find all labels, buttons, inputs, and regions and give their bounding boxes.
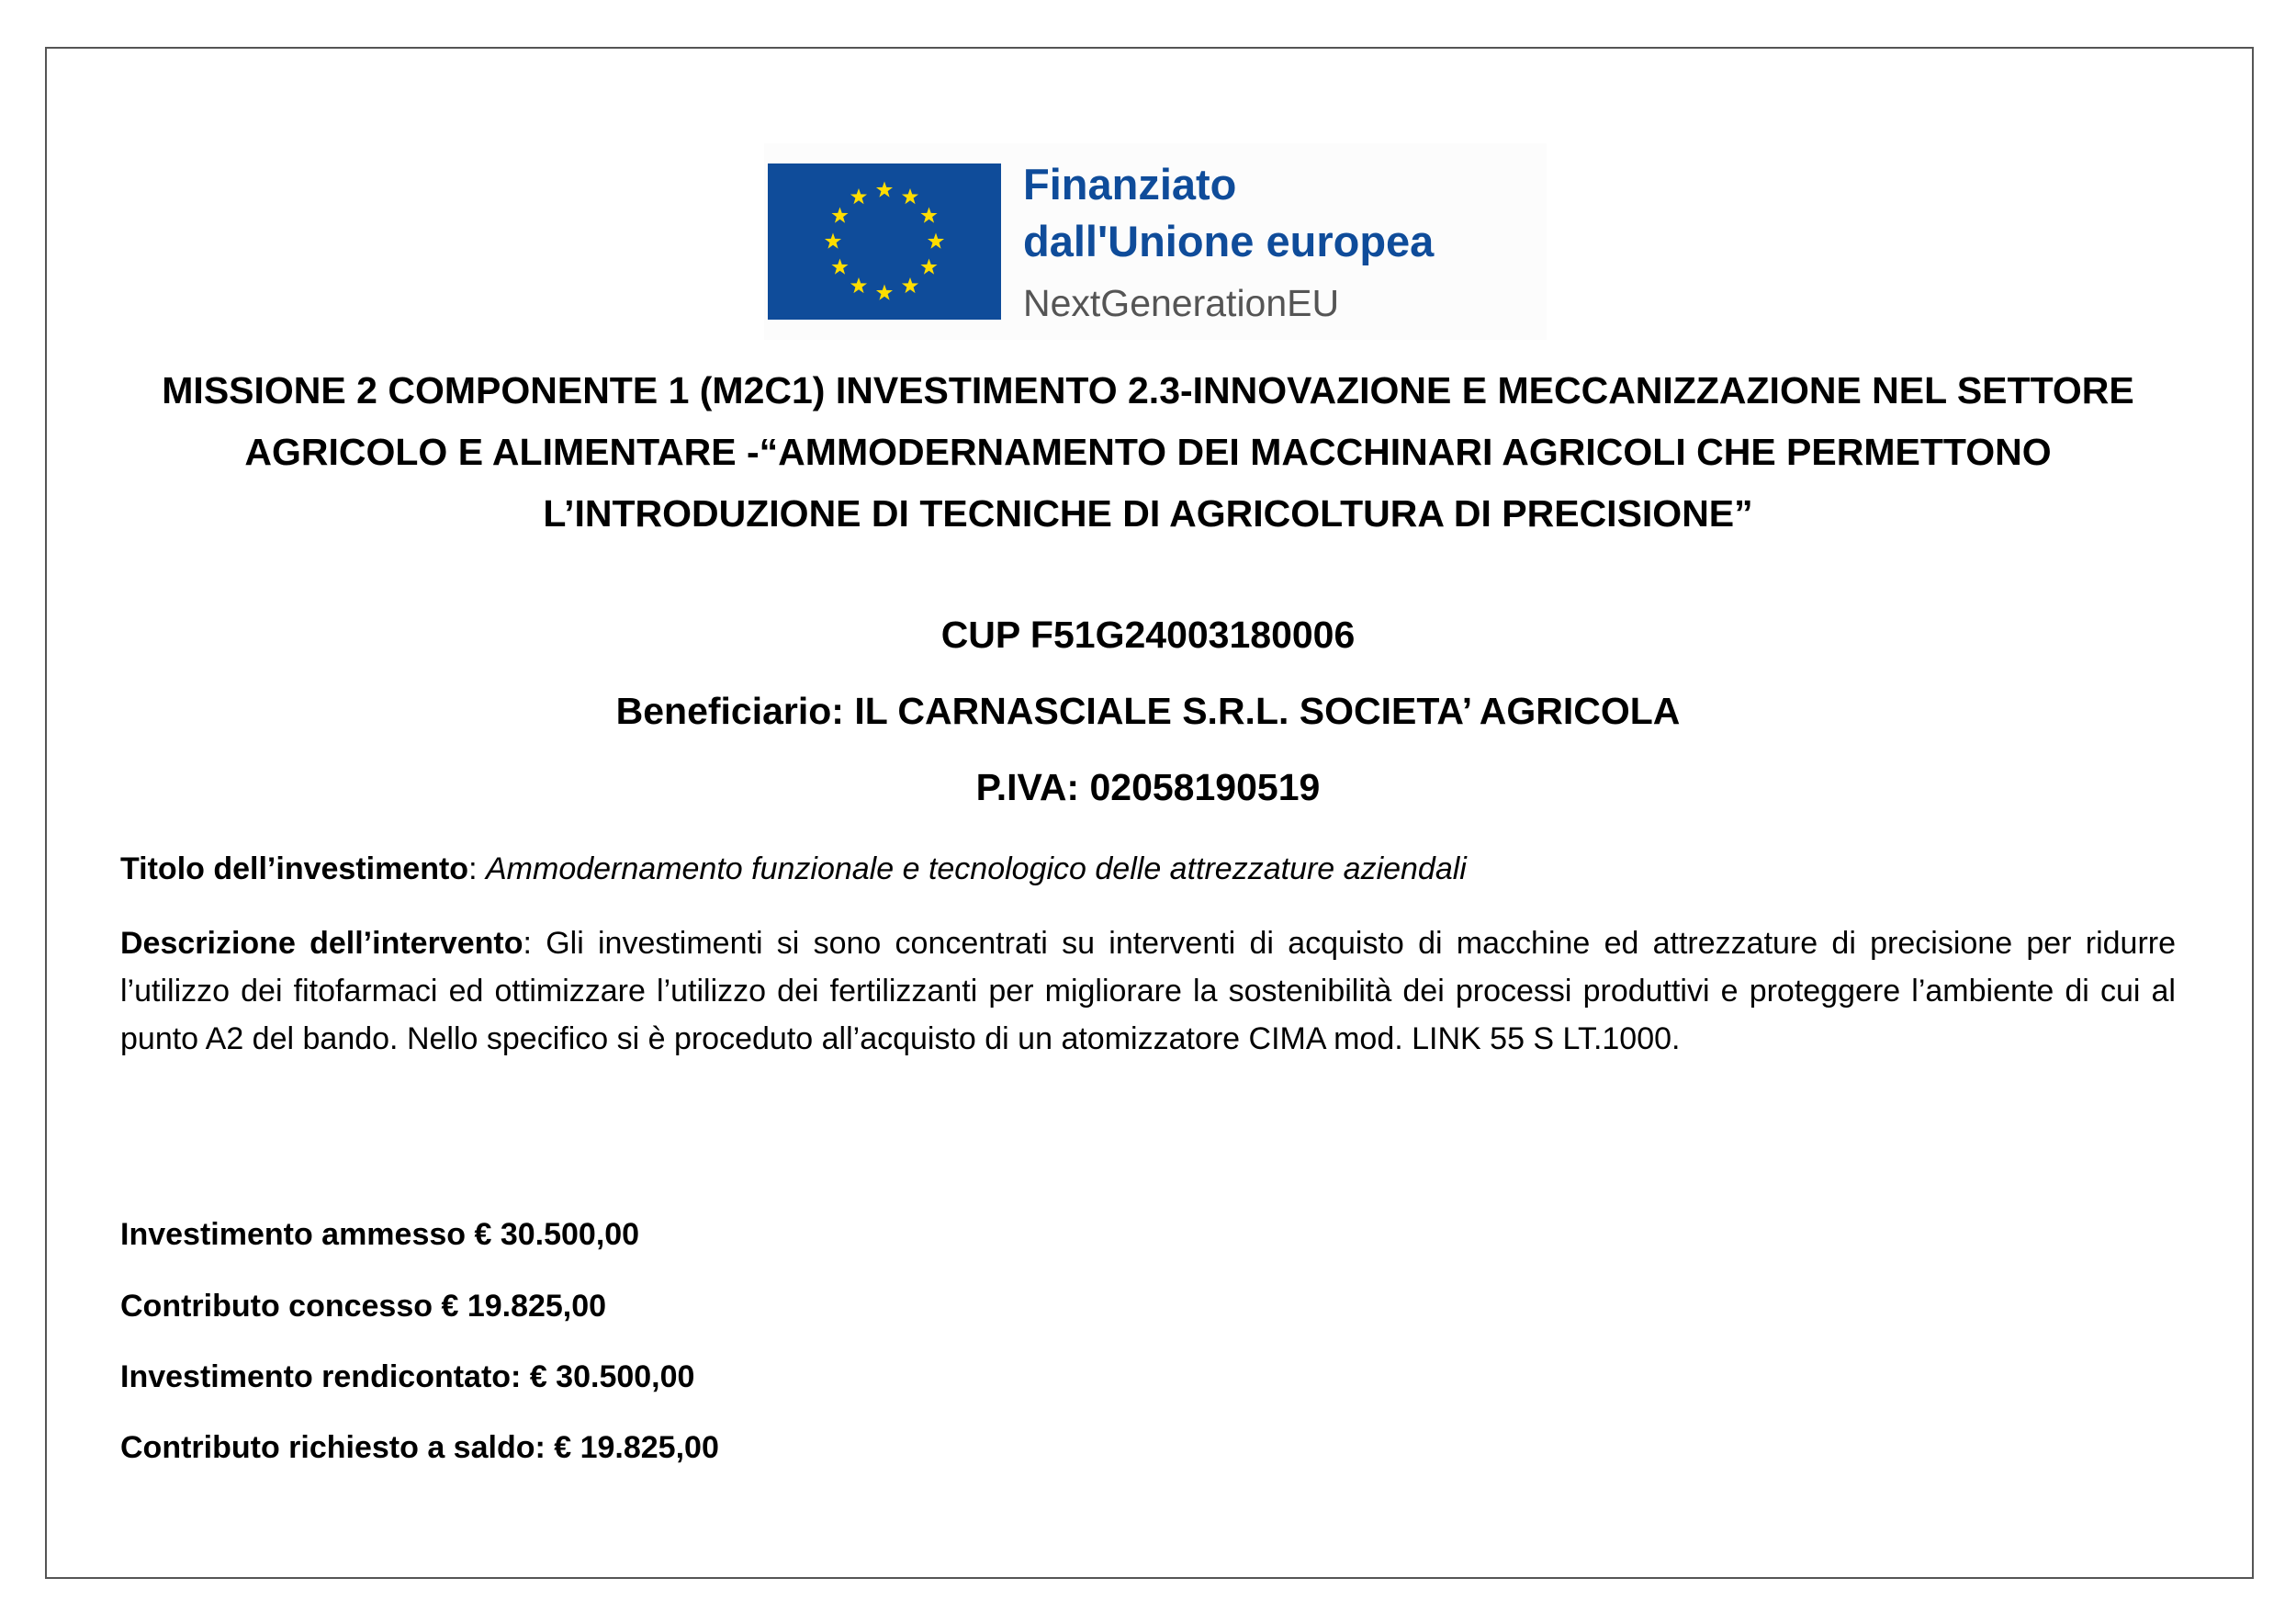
intervention-description-value: Gli investimenti si sono concentrati su interventi di acquisto di macchine ed attrezzature di precisione per ridurre l’utilizzo dei fitofarmaci ed ottimizzare l’utilizzo dei fertilizzanti per migliorare la sostenibilità dei processi produttivi e proteggere l’ambiente di cui al punto A2 del bando. Nello specifico si è proceduto all’acquisto di un atomizzatore CIMA mod. LINK 55 S LT.1000. [120, 926, 2176, 1056]
investment-title-separator: : [468, 851, 486, 886]
investment-title-label: Titolo dell’investimento [120, 851, 469, 886]
granted-contribution: Contributo concesso € 19.825,00 [120, 1289, 607, 1324]
beneficiary: Beneficiario: IL CARNASCIALE S.R.L. SOCIETA’ AGRICOLA [615, 690, 1681, 732]
mission-title: MISSIONE 2 COMPONENTE 1 (M2C1) INVESTIMENTO 2.3-INNOVAZIONE E MECCANIZZAZIONE NEL SETTORE AGRICOLO E ALIMENTARE -“AMMODERNAMENTO DEI MACCHINARI AGRICOLI CHE PERMETTONO L’INTRODUZIONE DI TECNICHE DI AGRICOLTURA DI PRECISIONE” [162, 369, 2134, 535]
logo-eu-text: dall'Unione europea [1023, 217, 1435, 265]
eu-flag-icon [768, 163, 1001, 320]
logo-nextgen-text: NextGenerationEU [1023, 282, 1340, 324]
reported-investment: Investimento rendicontato: € 30.500,00 [120, 1359, 695, 1394]
eu-funding-logo [764, 143, 1547, 340]
requested-balance: Contributo richiesto a saldo: € 19.825,00 [120, 1430, 719, 1465]
logo-funded-text: Finanziato [1023, 160, 1237, 209]
investment-title-value: Ammodernamento funzionale e tecnologico delle attrezzature aziendali [486, 851, 1467, 886]
intervention-description [120, 919, 2176, 1063]
intervention-description-separator: : [523, 926, 546, 961]
investment-title [120, 845, 2176, 893]
admitted-investment: Investimento ammesso € 30.500,00 [120, 1217, 640, 1252]
cup-code: CUP F51G24003180006 [940, 614, 1356, 656]
vat-number: P.IVA: 02058190519 [975, 766, 1321, 808]
intervention-description-label: Descrizione dell’intervento [120, 926, 523, 961]
